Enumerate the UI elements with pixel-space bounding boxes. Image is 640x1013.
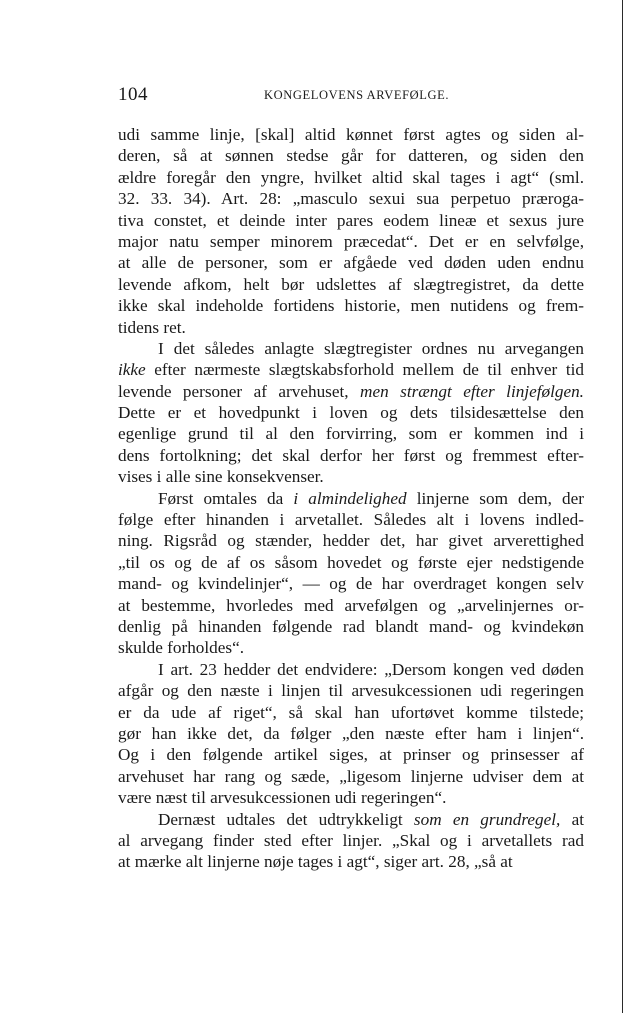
text-line xyxy=(118,381,584,402)
text-run: ning. Rigsråd og stænder, hedder det, har givet arverettighed xyxy=(118,531,584,551)
text-run: efter nærmeste slægtskabsforhold mellem de til enhver tid xyxy=(145,360,584,380)
text-line xyxy=(118,359,584,380)
paragraph xyxy=(118,124,584,338)
paragraph xyxy=(118,809,584,873)
text-run: „til os og de af os såsom hovedet og første ejer nedstigende xyxy=(118,552,584,572)
text-line xyxy=(118,188,584,209)
text-line xyxy=(118,231,584,252)
text-line xyxy=(118,723,584,744)
text-run: levende afkom, helt bør udslettes af slægtregistret, da dette xyxy=(118,274,584,294)
emphasis-text: men strængt efter linjefølgen. xyxy=(360,381,584,401)
running-head: KONGELOVENS ARVEFØLGE. xyxy=(264,88,450,102)
body-text xyxy=(118,124,584,873)
text-run: al arvegang finder sted efter linjer. „Skal og i arvetallets rad xyxy=(118,830,584,850)
text-line xyxy=(118,659,584,680)
text-line xyxy=(118,167,584,188)
text-run: major natu semper minorem præcedat“. Det er en selvfølge, xyxy=(118,231,584,251)
text-line xyxy=(118,423,584,444)
text-run: Og i den følgende artikel siges, at prinser og prinsesser af xyxy=(118,745,584,765)
text-run: Dette er et hovedpunkt i loven og dets tilsidesættelse den xyxy=(118,403,584,423)
text-line xyxy=(118,616,584,637)
text-run: denlig på hinanden følgende rad blandt mand- og kvindekøn xyxy=(118,616,584,636)
text-line xyxy=(118,445,584,466)
text-run: egenlige grund til al den forvirring, som er kommen ind i xyxy=(118,424,584,444)
text-line xyxy=(118,744,584,765)
text-line xyxy=(118,488,584,509)
text-run: afgår og den næste i linjen til arvesukcessionen udi regeringen xyxy=(118,681,584,701)
text-run: mand- og kvindelinjer“, — og de har overdraget kongen selv xyxy=(118,574,584,594)
text-line xyxy=(118,124,584,145)
text-line xyxy=(118,637,584,658)
text-line xyxy=(118,851,584,872)
text-line xyxy=(118,509,584,530)
text-run: tidens ret. xyxy=(118,317,186,337)
text-run: dens fortolkning; det skal derfor her først og fremmest efter- xyxy=(118,445,584,465)
text-run: er da ude af riget“, så skal han ufortøvet komme tilstede; xyxy=(118,702,584,722)
text-line xyxy=(118,809,584,830)
text-line xyxy=(118,595,584,616)
paragraph xyxy=(118,659,584,809)
text-line xyxy=(118,530,584,551)
text-run: at bestemme, hvorledes med arvefølgen og „arvelinjernes or- xyxy=(118,595,584,615)
page-edge xyxy=(622,0,623,1013)
text-run: at mærke alt linjerne nøje tages i agt“, siger art. 28, „så at xyxy=(118,852,513,872)
text-run: deren, så at sønnen stedse går for datteren, og siden den xyxy=(118,146,584,166)
text-run: linjerne som dem, der xyxy=(406,488,584,508)
text-run: I det således anlagte slægtregister ordnes nu arvegangen xyxy=(158,338,584,358)
paragraph xyxy=(118,488,584,659)
text-run: vises i alle sine konsekvenser. xyxy=(118,467,324,487)
text-line xyxy=(118,210,584,231)
page-header xyxy=(118,84,584,108)
text-line xyxy=(118,702,584,723)
text-run: være næst til arvesukcessionen udi regeringen“. xyxy=(118,788,447,808)
text-line xyxy=(118,252,584,273)
text-line xyxy=(118,766,584,787)
text-run: ældre foregår den yngre, hvilket altid skal tages i agt“ (sml. xyxy=(118,167,584,187)
text-run: Dernæst udtales det udtrykkeligt xyxy=(158,809,414,829)
text-run: tiva constet, et deinde inter pares eodem lineæ et sexus jure xyxy=(118,210,584,230)
text-run: at alle de personer, som er afgåede ved døden uden endnu xyxy=(118,253,584,273)
text-run: I art. 23 hedder det endvidere: „Dersom kongen ved døden xyxy=(158,659,584,679)
text-line xyxy=(118,466,584,487)
text-line xyxy=(118,830,584,851)
page-number: 104 xyxy=(118,84,148,105)
emphasis-text: ikke xyxy=(118,360,146,380)
text-line xyxy=(118,317,584,338)
paragraph xyxy=(118,338,584,488)
text-line xyxy=(118,274,584,295)
text-line xyxy=(118,295,584,316)
text-line xyxy=(118,145,584,166)
text-run: 32. 33. 34). Art. 28: „masculo sexui sua perpetuo præroga- xyxy=(118,189,584,209)
text-line xyxy=(118,552,584,573)
text-line xyxy=(118,402,584,423)
text-line xyxy=(118,680,584,701)
text-run: skulde forholdes“. xyxy=(118,638,245,658)
emphasis-text: i almindelighed xyxy=(293,488,407,508)
text-line xyxy=(118,787,584,808)
text-run: ikke skal indeholde fortidens historie, men nutidens og frem- xyxy=(118,296,584,316)
text-run: Først omtales da xyxy=(158,488,294,508)
text-run: følge efter hinanden i arvetallet. Således alt i lovens indled- xyxy=(118,510,584,530)
text-line xyxy=(118,573,584,594)
emphasis-text: som en grundregel, xyxy=(413,809,561,829)
text-run: udi samme linje, [skal] altid kønnet først agtes og siden al- xyxy=(118,125,584,144)
text-run: arvehuset har rang og sæde, „ligesom linjerne udviser dem at xyxy=(118,766,584,786)
text-run: gør han ikke det, da følger „den næste efter ham i linjen“. xyxy=(118,723,584,743)
text-run: at xyxy=(560,809,584,829)
text-line xyxy=(118,338,584,359)
text-run: levende personer af arvehuset, xyxy=(118,381,361,401)
